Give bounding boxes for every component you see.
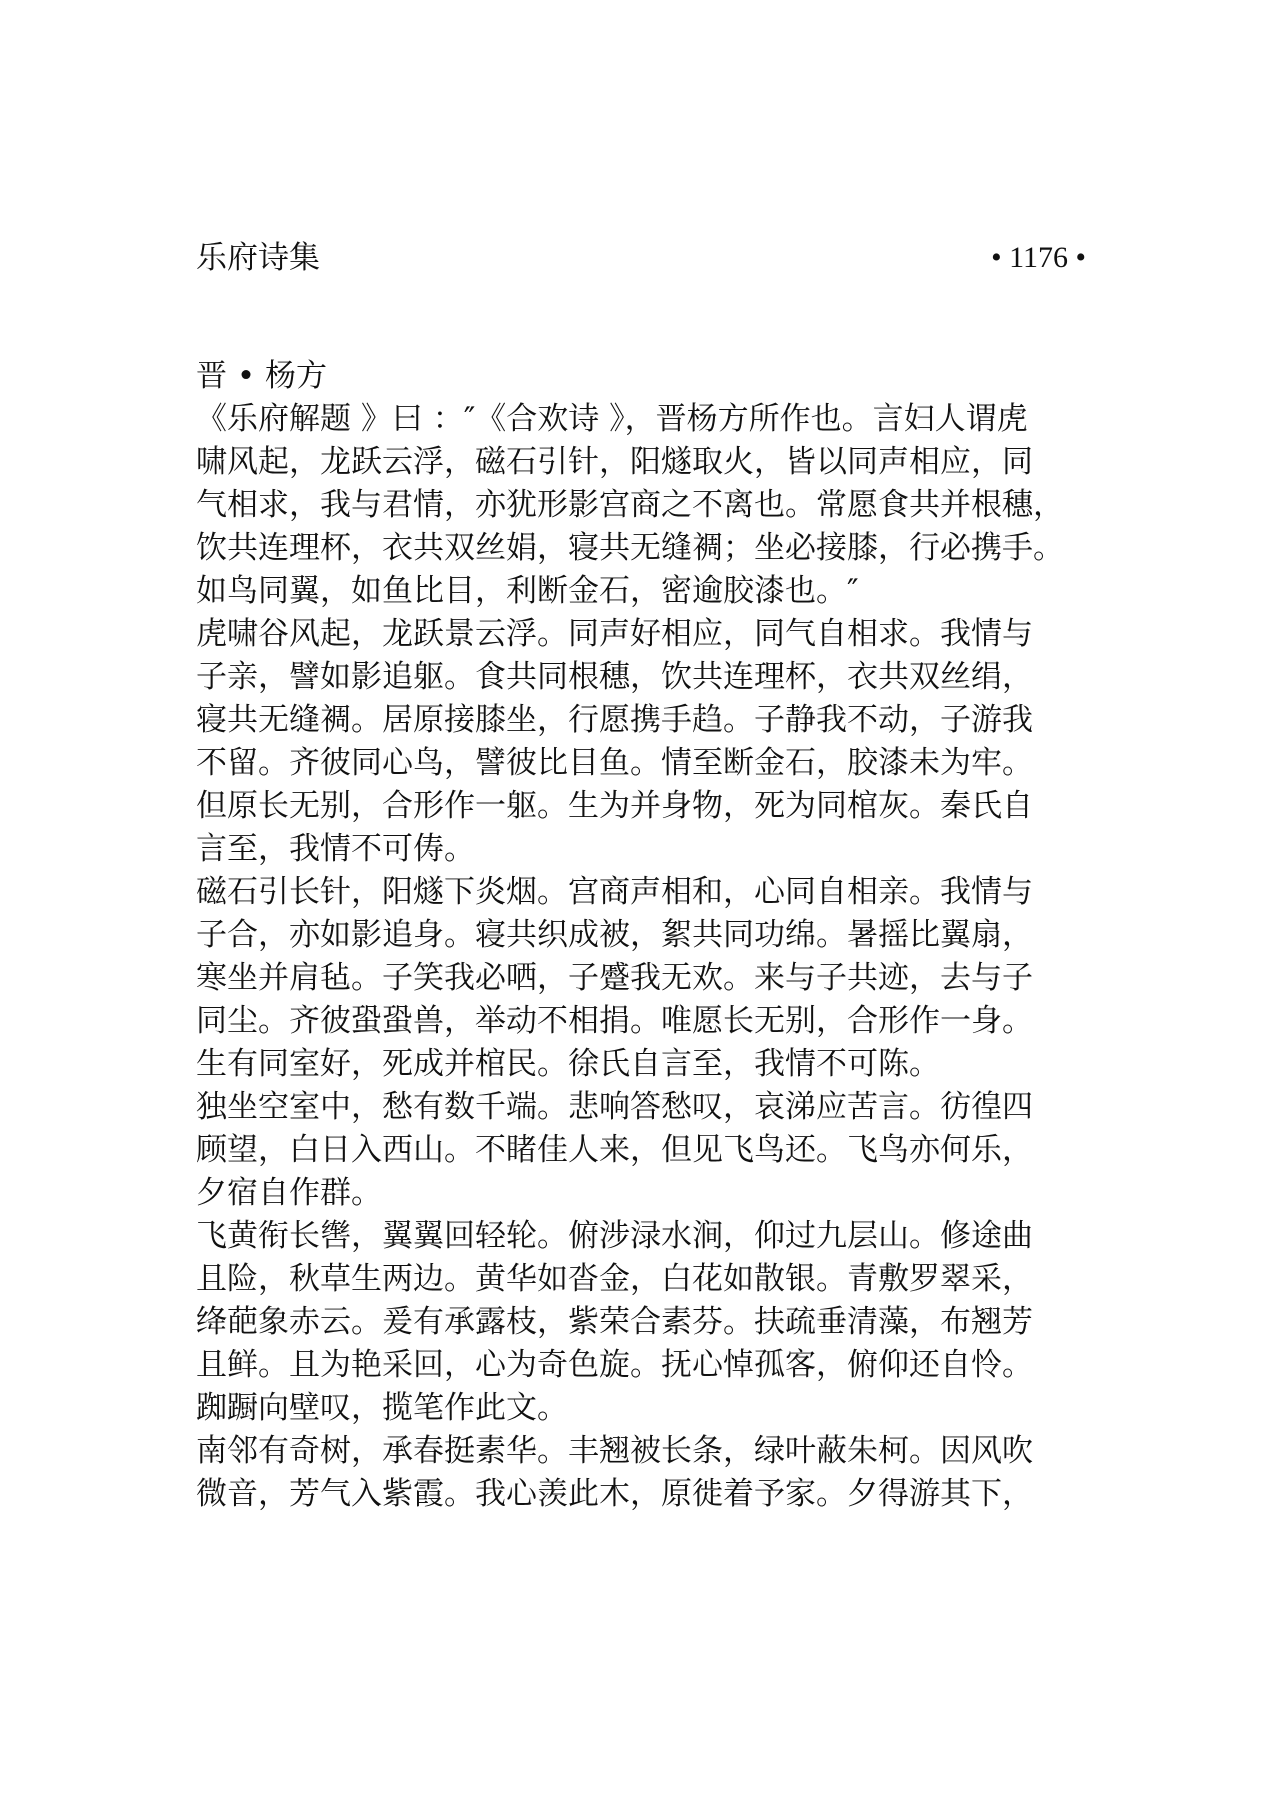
poem-stanza-5: 南邻有奇树，承春挺素华。丰翘被长条，绿叶蔽朱柯。因风吹 微音，芳气入紫霞。我心羡此木，原徙着予家。夕得游其下， [196, 1433, 1033, 1512]
preface-paragraph: 《乐府解题 》曰 ：″《合欢诗 》，晋杨方所作也。言妇人谓虎 啸风起，龙跃云浮，磁石引针，阳燧取火，皆以同声相应，同 气相求，我与君情，亦犹形影宫商之不离也。常愿食共并根穗， 饮共连理杯，衣共双丝娟，寝共无缝裯；坐必接膝，行必携手。 如鸟同翼，如鱼比目，利断金石，密逾胶漆也。″ [196, 401, 1064, 609]
author-line: 晋 • 杨方 [196, 358, 327, 394]
poem-stanza-1: 虎啸谷风起，龙跃景云浮。同声好相应，同气自相求。我情与 子亲，譬如影追躯。食共同根穗，饮共连理杯，衣共双丝绢， 寝共无缝裯。居原接膝坐，行愿携手趋。子静我不动，子游我 不留。齐彼同心鸟，譬彼比目鱼。情至断金石，胶漆未为牢。 但原长无别，合形作一躯。生为并身物，死为同棺灰。秦氏自 言至，我情不可俦。 [196, 616, 1033, 867]
poem-content [196, 355, 1116, 1516]
poem-stanza-3: 独坐空室中，愁有数千端。悲响答愁叹，哀涕应苦言。彷徨四 顾望，白日入西山。不睹佳人来，但见飞鸟还。飞鸟亦何乐， 夕宿自作群。 [196, 1089, 1033, 1211]
page-header [196, 238, 1086, 278]
poem-stanza-2: 磁石引长针，阳燧下炎烟。宫商声相和，心同自相亲。我情与 子合，亦如影追身。寝共织成被，絮共同功绵。暑摇比翼扇， 寒坐并肩毡。子笑我必哂，子蹙我无欢。来与子共迹，去与子 同尘。齐彼蛩蛩兽，举动不相捐。唯愿长无别，合形作一身。 生有同室好，死成并棺民。徐氏自言至，我情不可陈。 [196, 874, 1033, 1082]
page-number: • 1176 • [991, 241, 1086, 274]
book-title: 乐府诗集 [196, 240, 320, 276]
poem-stanza-4: 飞黄衔长辔，翼翼回轻轮。俯涉渌水涧，仰过九层山。修途曲 且险，秋草生两边。黄华如沓金，白花如散银。青敷罗翠采， 绛葩象赤云。爰有承露枝，紫荣合素芬。扶疏垂清藻，布翘芳 且鲜。且为艳采回，心为奇色旋。抚心悼孤客，俯仰还自怜。 踟蹰向壁叹，揽笔作此文。 [196, 1218, 1033, 1426]
